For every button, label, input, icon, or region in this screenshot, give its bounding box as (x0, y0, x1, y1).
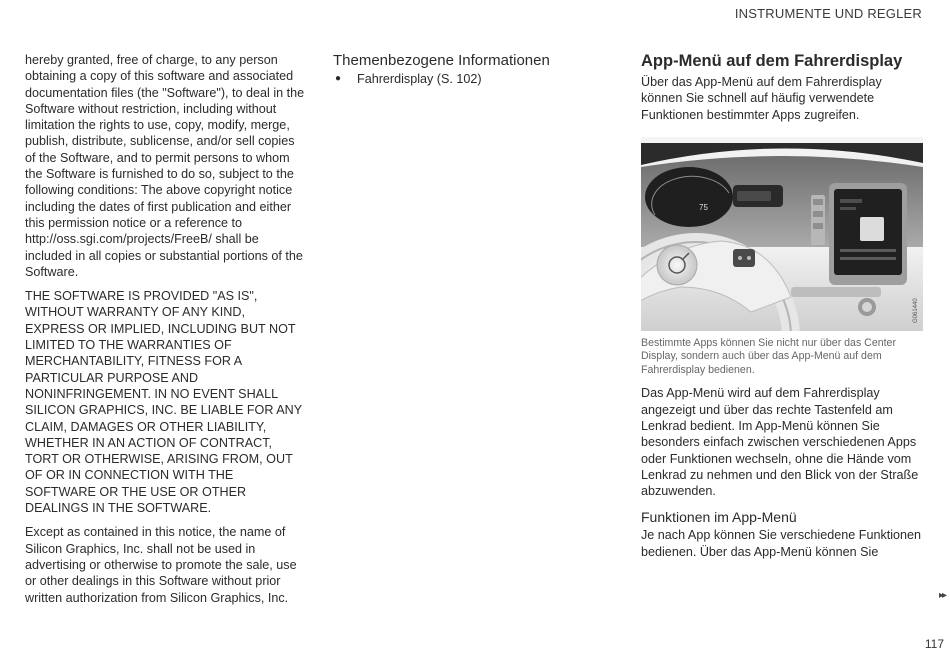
dashboard-illustration (641, 137, 923, 331)
dashboard-figure (641, 137, 923, 331)
figure-caption: Bestimmte Apps können Sie nicht nur über das Center Display, sondern auch über das App-Menü auf dem Fahrerdisplay bedienen. (641, 336, 896, 376)
continue-arrow-icon: ▸▸ (938, 590, 945, 601)
license-paragraph-1: hereby granted, free of charge, to any person obtaining a copy of this software and associated documentation files (the "Software"), to deal in the Software without restriction, including without limitation the rights to use, copy, modify, merge, publish, distribute, sublicense, and/or sell copies of the Software, and to permit persons to whom the Software is furnished to do so, subject to the following conditions: The above copyright notice including the dates of first publication and either this permission notice or a reference to http://oss.sgi.com/projects/FreeB/ shall be included in all copies or substantial portions of the Software. (25, 53, 305, 279)
license-column (25, 52, 307, 614)
related-info-column (333, 52, 613, 87)
subsection-paragraph: Je nach App können Sie verschiedene Funktionen bedienen. Über das App-Menü können Sie (641, 528, 922, 559)
license-paragraph-3: Except as contained in this notice, the name of Silicon Graphics, Inc. shall not be used in advertising or otherwise to promote the sale, use or other dealings in this Software without prior written authorization from Silicon Graphics, Inc. (25, 525, 297, 605)
section-title: App-Menü auf dem Fahrerdisplay (641, 52, 903, 70)
related-info-heading: Themenbezogene Informationen (333, 52, 550, 69)
body-paragraph: Das App-Menü wird auf dem Fahrerdisplay angezeigt und über das rechte Tastenfeld am Lenkrad bedient. Im App-Menü können Sie besonders einfach zwischen verschiedenen Apps oder Funktionen wechseln, ohne die Hände vom Lenkrad zu nehmen und den Blick von der Straße abzuwenden. (641, 386, 919, 499)
app-menu-column (641, 52, 923, 568)
related-info-list (333, 71, 613, 87)
intro-paragraph: Über das App-Menü auf dem Fahrerdisplay können Sie schnell auf häufig verwendete Funktionen bestimmter Apps zugreifen. (641, 75, 882, 122)
subsection-heading: Funktionen im App-Menü (641, 509, 797, 526)
license-paragraph-2: THE SOFTWARE IS PROVIDED "AS IS", WITHOUT WARRANTY OF ANY KIND, EXPRESS OR IMPLIED, INCLUDING BUT NOT LIMITED TO THE WARRANTIES OF MERCHANTABILITY, FITNESS FOR A PARTICULAR PURPOSE AND NONINFRINGEMENT. IN NO EVENT SHALL SILICON GRAPHICS, INC. BE LIABLE FOR ANY CLAIM, DAMAGES OR OTHER LIABILITY, WHETHER IN AN ACTION OF CONTRACT, TORT OR OTHERWISE, ARISING FROM, OUT OF OR IN CONNECTION WITH THE SOFTWARE OR THE USE OR OTHER DEALINGS IN THE SOFTWARE. (25, 289, 302, 516)
figure-code: G061440 (913, 298, 919, 323)
related-info-item[interactable]: ● Fahrerdisplay (S. 102) (333, 71, 613, 87)
speed-readout: 75 (699, 202, 708, 212)
page-number: 117 (924, 637, 944, 651)
chapter-header: INSTRUMENTE UND REGLER (734, 6, 922, 21)
